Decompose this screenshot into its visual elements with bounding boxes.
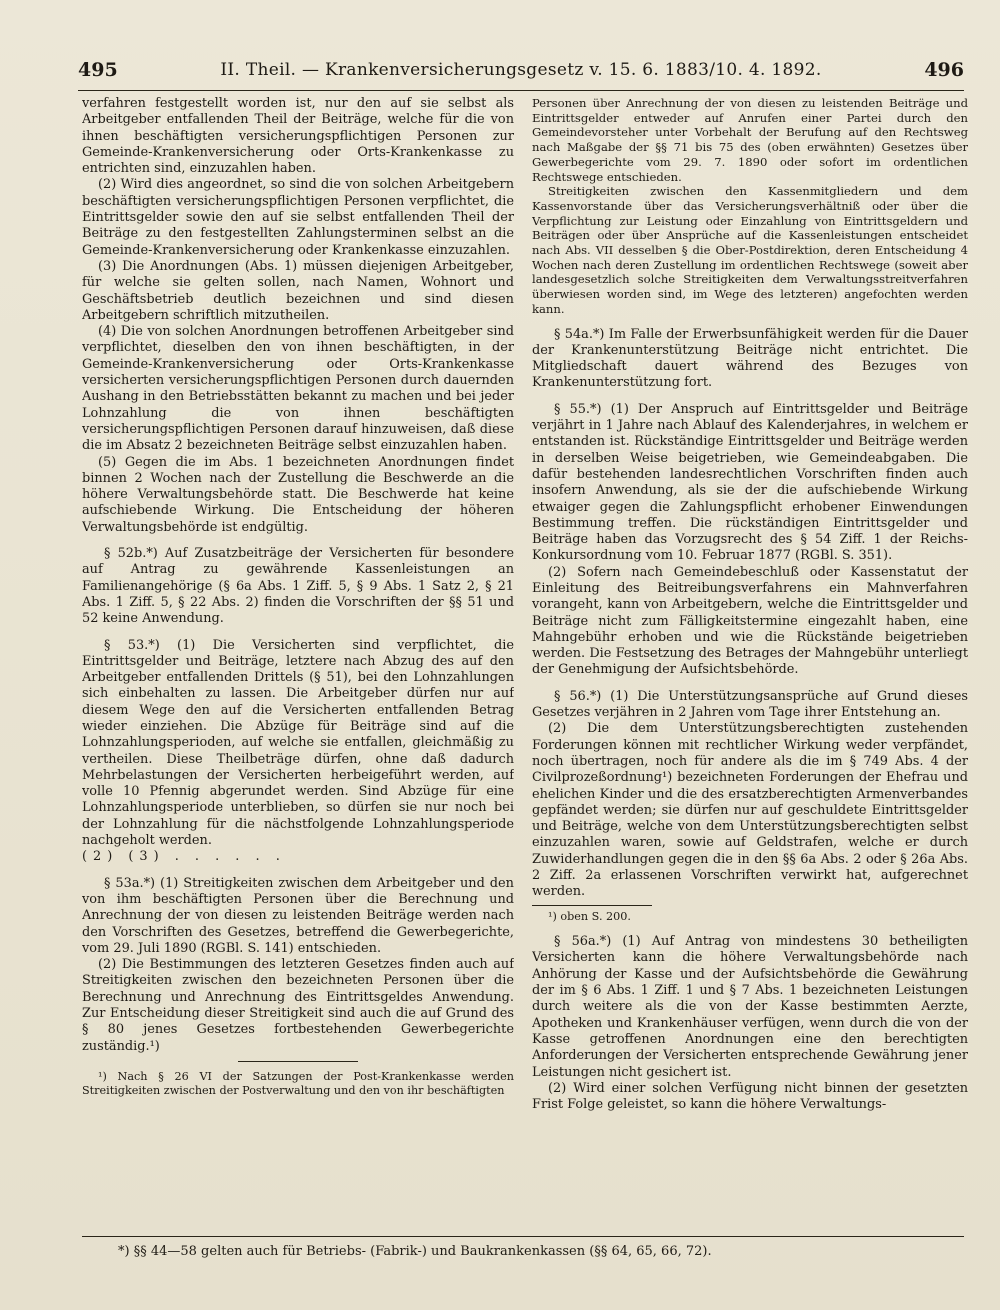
footnote-text: ¹) oben S. 200. bbox=[548, 909, 631, 923]
paragraph: (2) Sofern nach Gemeindebeschluß oder Kassenstatut der Einleitung des Beitreibungsverfahrens ein Mahnverfahren vorangeht, kann von Arbeitgebern, welche die Eintrittsgelder und Beiträge nicht zum Fälligkeitstermine eingezahlt haben, eine Mahngebühr erhoben und wie die Rückstände beigetrieben werden. Die Festsetzung des Betrages der Mahngebühr unterliegt der Genehmigung der Aufsichtsbehörde. bbox=[532, 564, 968, 678]
footnote-text: ¹) Nach § 26 VI der Satzungen der Post-Krankenkasse werden Streitigkeiten zwischen der Postverwaltung und den von ihr beschäftigten bbox=[82, 1069, 514, 1098]
left-column bbox=[82, 96, 514, 1190]
right-column bbox=[532, 96, 968, 1190]
section-paragraph: § 53a.*) (1) Streitigkeiten zwischen dem Arbeitgeber und den von ihm beschäftigten Personen über die Berechnung und Anrechnung der von diesen zu leistenden Beiträge werden nach den Vorschriften des Gesetzes, betreffend die Gewerbegerichte, vom 29. Juli 1890 (RGBl. S. 141) entschieden. bbox=[82, 875, 514, 956]
page-number-left: 495 bbox=[78, 59, 118, 81]
paragraph: (3) Die Anordnungen (Abs. 1) müssen diejenigen Arbeitgeber, für welche sie gelten sollen, nach Namen, Wohnort und Geschäftsbetrieb deutlich bezeichnen und sind diesen Arbeitgebern schriftlich mitzutheilen. bbox=[82, 258, 514, 323]
footnote-paragraph: Streitigkeiten zwischen den Kassenmitgliedern und dem Kassenvorstande über das Versicherungsverhältniß oder über die Verpflichtung zur Leistung oder Einzahlung von Eintrittsgeldern und Beiträgen oder über Ansprüche auf die Kassenleistungen entscheidet nach Abs. VII desselben § die Ober-Postdirektion, deren Entscheidung 4 Wochen nach deren Zustellung im ordentlichen Rechtswege (soweit aber landesgesetzlich solche Streitigkeiten dem Verwaltungsstreitverfahren überwiesen worden sind, im Wege des letzteren) angefochten werden kann. bbox=[532, 184, 968, 316]
section-paragraph: § 55.*) (1) Der Anspruch auf Eintrittsgelder und Beiträge verjährt in 1 Jahre nach Ablauf des Kalenderjahres, in welchem er entstanden ist. Rückständige Eintrittsgelder und Beiträge werden in derselben Weise beigetrieben, wie Gemeindeabgaben. Die dafür bestehenden landesrechtlichen Vorschriften finden auch insofern Anwendung, als sie der die aufschiebende Wirkung etwaiger gegen die Zahlungspflicht erhobener Einwendungen Bestimmung treffen. Die rückständigen Eintrittsgelder und Beiträge haben das Vorzugsrecht des § 54 Ziff. 1 der Reichs-Konkursordnung vom 10. Februar 1877 (RGBl. S. 351). bbox=[532, 401, 968, 564]
paragraph: (2) Wird einer solchen Verfügung nicht binnen der gesetzten Frist Folge geleistet, so kann die höhere Verwaltungs- bbox=[532, 1080, 968, 1113]
paragraph: (2) Die dem Unterstützungsberechtigten zustehenden Forderungen können mit rechtlicher Wirkung weder verpfändet, noch übertragen, noch für andere als die im § 749 Abs. 4 der Civilprozeßordnung¹) bezeichneten Forderungen der Ehefrau und ehelichen Kinder und die des ersatzberechtigten Armenverbandes gepfändet werden; sie dürfen nur auf geschuldete Eintrittsgelder und Beiträge, welche von dem Unterstützungsberechtigten selbst einzuzahlen waren, sowie auf Geldstrafen, welche er durch Zuwiderhandlungen gegen die in den §§ 6a Abs. 2 oder § 26a Abs. 2 Ziff. 2a erlassenen Vorschriften verwirkt hat, aufgerechnet werden. bbox=[532, 721, 968, 900]
section-paragraph: § 52b.*) Auf Zusatzbeiträge der Versicherten für besondere auf Antrag zu gewährende Kassenleistungen an Familienangehörige (§ 6a Abs. 1 Ziff. 5, § 9 Abs. 1 Satz 2, § 21 Abs. 1 Ziff. 5, § 22 Abs. 2) finden die Vorschriften der §§ 51 und 52 keine Anwendung. bbox=[82, 546, 514, 627]
footnote-continued: Personen über Anrechnung der von diesen zu leistenden Beiträge und Eintrittsgelder entweder auf Anrufen einer Partei durch den Gemeindevorsteher unter Vorbehalt der Berufung auf den Rechtsweg nach Maßgabe der §§ 71 bis 75 des (oben erwähnten) Gesetzes über Gewerbegerichte vom 29. 7. 1890 oder sofort im ordentlichen Rechtswege entschieden. bbox=[532, 96, 968, 184]
paragraph: (4) Die von solchen Anordnungen betroffenen Arbeitgeber sind verpflichtet, dieselben den von ihnen beschäftigten, in der Gemeinde-Krankenversicherung oder Orts-Krankenkasse versicherten versicherungspflichtigen Personen durch dauernden Aushang in den Betriebsstätten bekannt zu machen und bei jeder Lohnzahlung die von ihnen beschäftigten versicherungspflichtigen Personen darauf hinzuweisen, daß diese die im Absatz 2 bezeichneten Beiträge selbst einzuzahlen haben. bbox=[82, 324, 514, 454]
page-footnote: *) §§ 44—58 gelten auch für Betriebs- (Fabrik-) und Baukrankenkassen (§§ 64, 65, 66, 72). bbox=[118, 1244, 712, 1259]
paragraph: (5) Gegen die im Abs. 1 bezeichneten Anordnungen findet binnen 2 Wochen nach der Zustellung die Beschwerde an die höhere Verwaltungsbehörde statt. Die Beschwerde hat keine aufschiebende Wirkung. Die Entscheidung der höheren Verwaltungsbehörde ist endgültig. bbox=[82, 454, 514, 535]
running-title: II. Theil. — Krankenversicherungsgesetz v. 15. 6. 1883/10. 4. 1892. bbox=[220, 60, 822, 80]
page-header bbox=[78, 50, 964, 91]
paragraph: (2) Die Bestimmungen des letzteren Gesetzes finden auch auf Streitigkeiten zwischen den bezeichneten Personen über die Berechnung und Anrechnung des Eintrittsgeldes Anwendung. Zur Entscheidung dieser Streitigkeit sind auch die auf Grund des § 80 jenes Gesetzes fortbestehenden Gewerbegerichte zuständig.¹) bbox=[82, 957, 514, 1054]
section-paragraph: § 54a.*) Im Falle der Erwerbsunfähigkeit werden für die Dauer der Krankenunterstützung Beiträge nicht entrichtet. Die Mitgliedschaft dauert während des Bezuges von Krankenunterstützung fort. bbox=[532, 326, 968, 391]
page-number-right: 496 bbox=[924, 59, 964, 81]
section-paragraph: § 53.*) (1) Die Versicherten sind verpflichtet, die Eintrittsgelder und Beiträge, letztere nach Abzug des auf den Arbeitgeber entfallenden Drittels (§ 51), bei den Lohnzahlungen sich einbehalten zu lassen. Die Arbeitgeber dürfen nur auf diesem Wege den auf die Versicherten entfallenden Betrag wieder einziehen. Die Abzüge für Beiträge sind auf die Lohnzahlungsperioden, auf welche sie entfallen, gleichmäßig zu vertheilen. Diese Theilbeträge dürfen, ohne daß dadurch Mehrbelastungen der Versicherten herbeigeführt werden, auf volle 10 Pfennig abgerundet werden. Sind Abzüge für eine Lohnzahlungsperiode unterblieben, so dürfen sie nur noch bei der Lohnzahlung für die nächstfolgende Lohnzahlungsperiode nachgeholt werden. bbox=[82, 637, 514, 849]
footnote-rule bbox=[532, 905, 652, 906]
omitted-subsections: (2) (3) . . . . . . bbox=[82, 849, 286, 865]
section-paragraph: § 56.*) (1) Die Unterstützungsansprüche auf Grund dieses Gesetzes verjähren in 2 Jahren vom Tage ihrer Entstehung an. bbox=[532, 688, 968, 721]
footnote-rule bbox=[238, 1061, 358, 1062]
section-paragraph: § 56a.*) (1) Auf Antrag von mindestens 30 betheiligten Versicherten kann die höhere Verwaltungsbehörde nach Anhörung der Kasse und der Aufsichtsbehörde die Gewährung der im § 6 Abs. 1 Ziff. 1 und § 7 Abs. 1 bezeichneten Leistungen durch weitere als die von der Kasse bestimmten Aerzte, Apotheken und Krankenhäuser verfügen, wenn durch die von der Kasse getroffenen Anordnungen eine den berechtigten Anforderungen der Versicherten entsprechende Gewährung jener Leistungen nicht gesichert ist. bbox=[532, 934, 968, 1080]
footnote-divider bbox=[82, 1236, 964, 1237]
paragraph-continued: verfahren festgestellt worden ist, nur den auf sie selbst als Arbeitgeber entfallenden Theil der Beiträge, welche für die von ihnen beschäftigten versicherungspflichtigen Personen zur Gemeinde-Krankenversicherung oder Orts-Krankenkasse zu entrichten sind, einzuzahlen haben. bbox=[82, 96, 514, 177]
paragraph: (2) Wird dies angeordnet, so sind die von solchen Arbeitgebern beschäftigten versicherungspflichtigen Personen verpflichtet, die Eintrittsgelder sowie den auf sie selbst entfallenden Theil der Beiträge zu den festgestellten Zahlungsterminen selbst an die Gemeinde-Krankenversicherung oder Krankenkasse einzuzahlen. bbox=[82, 177, 514, 258]
